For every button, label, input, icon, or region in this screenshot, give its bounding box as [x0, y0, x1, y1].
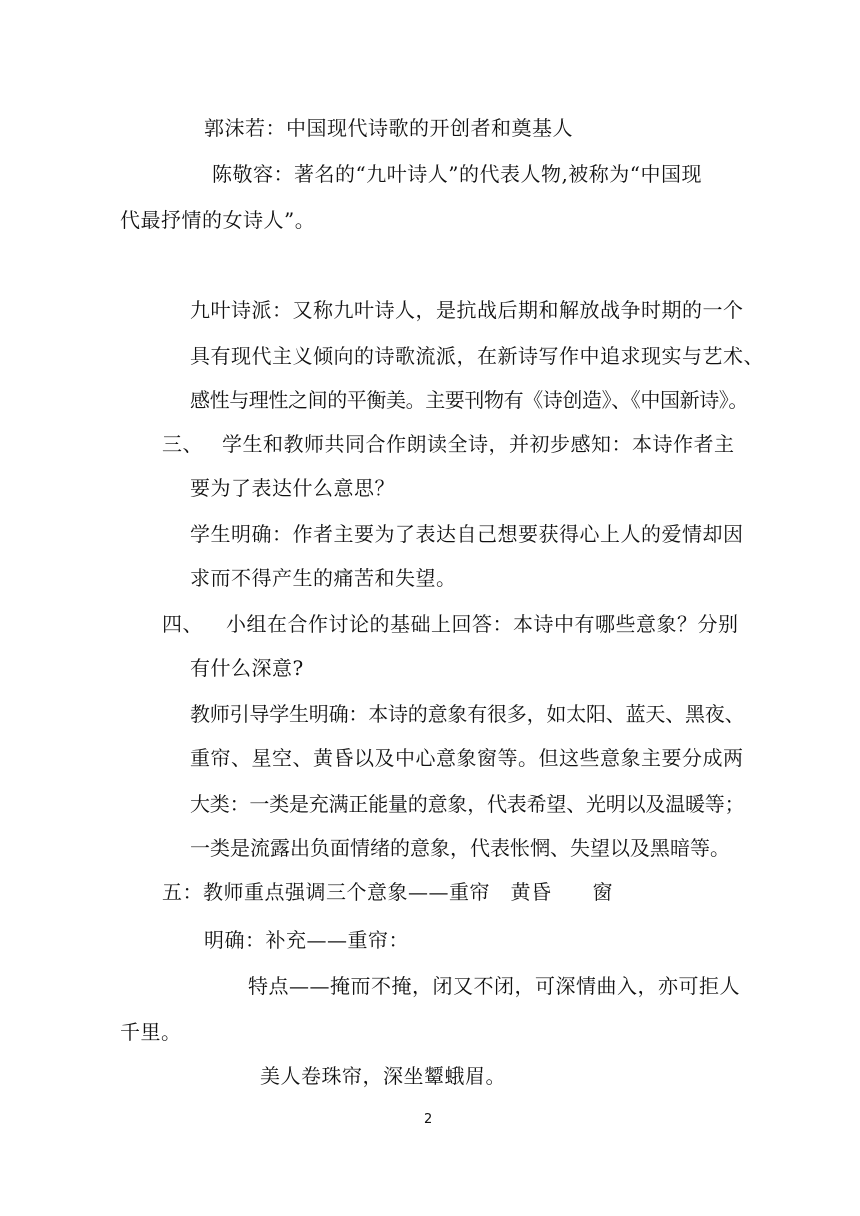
text-line: 学生和教师共同合作朗读全诗，并初步感知：本诗作者主 — [222, 432, 735, 456]
text-line: 一类是流露出负面情绪的意象，代表怅惘、失望以及黑暗等。 — [190, 836, 730, 860]
text-line: 大类：一类是充满正能量的意象，代表希望、光明以及温暖等； — [190, 792, 745, 816]
text-line: 九叶诗派：又称九叶诗人，是抗战后期和解放战争时期的一个 — [190, 298, 744, 322]
text-line: 求而不得产生的痛苦和失望。 — [190, 566, 457, 590]
text-line: 感性与理性之间的平衡美。主要刊物有《诗创造》、《中国新诗》。 — [190, 388, 748, 412]
text-line: 美人卷珠帘，深坐颦蛾眉。 — [260, 1064, 506, 1088]
text-line: 小组在合作讨论的基础上回答：本诗中有哪些意象？分别 — [226, 612, 739, 636]
text-line: 五：教师重点强调三个意象——重帘 黄昏 窗 — [162, 880, 613, 904]
text-line: 代最抒情的女诗人”。 — [120, 208, 316, 232]
text-line: 教师引导学生明确：本诗的意象有很多，如太阳、蓝天、黑夜、 — [190, 702, 745, 726]
text-line: 有什么深意? — [190, 656, 304, 680]
text-line: 学生明确：作者主要为了表达自己想要获得心上人的爱情却因 — [190, 522, 744, 546]
text-line: 郭沫若：中国现代诗歌的开创者和奠基人 — [204, 116, 573, 140]
list-marker: 三、 — [162, 432, 203, 456]
text-line: 具有现代主义倾向的诗歌流派，在新诗写作中追求现实与艺术、 — [190, 344, 764, 368]
text-line: 要为了表达什么意思？ — [190, 476, 395, 500]
text-line: 千里。 — [120, 1020, 182, 1044]
text-line: 陈敬容：著名的“九叶诗人”的代表人物,被称为“中国现 — [212, 162, 703, 186]
page-number: 2 — [424, 1112, 433, 1127]
list-marker: 四、 — [162, 612, 203, 636]
text-line: 重帘、星空、黄昏以及中心意象窗等。但这些意象主要分成两 — [190, 746, 744, 770]
text-line: 明确：补充——重帘： — [204, 928, 409, 952]
text-line: 特点——掩而不掩，闭又不闭，可深情曲入，亦可拒人 — [248, 974, 740, 998]
